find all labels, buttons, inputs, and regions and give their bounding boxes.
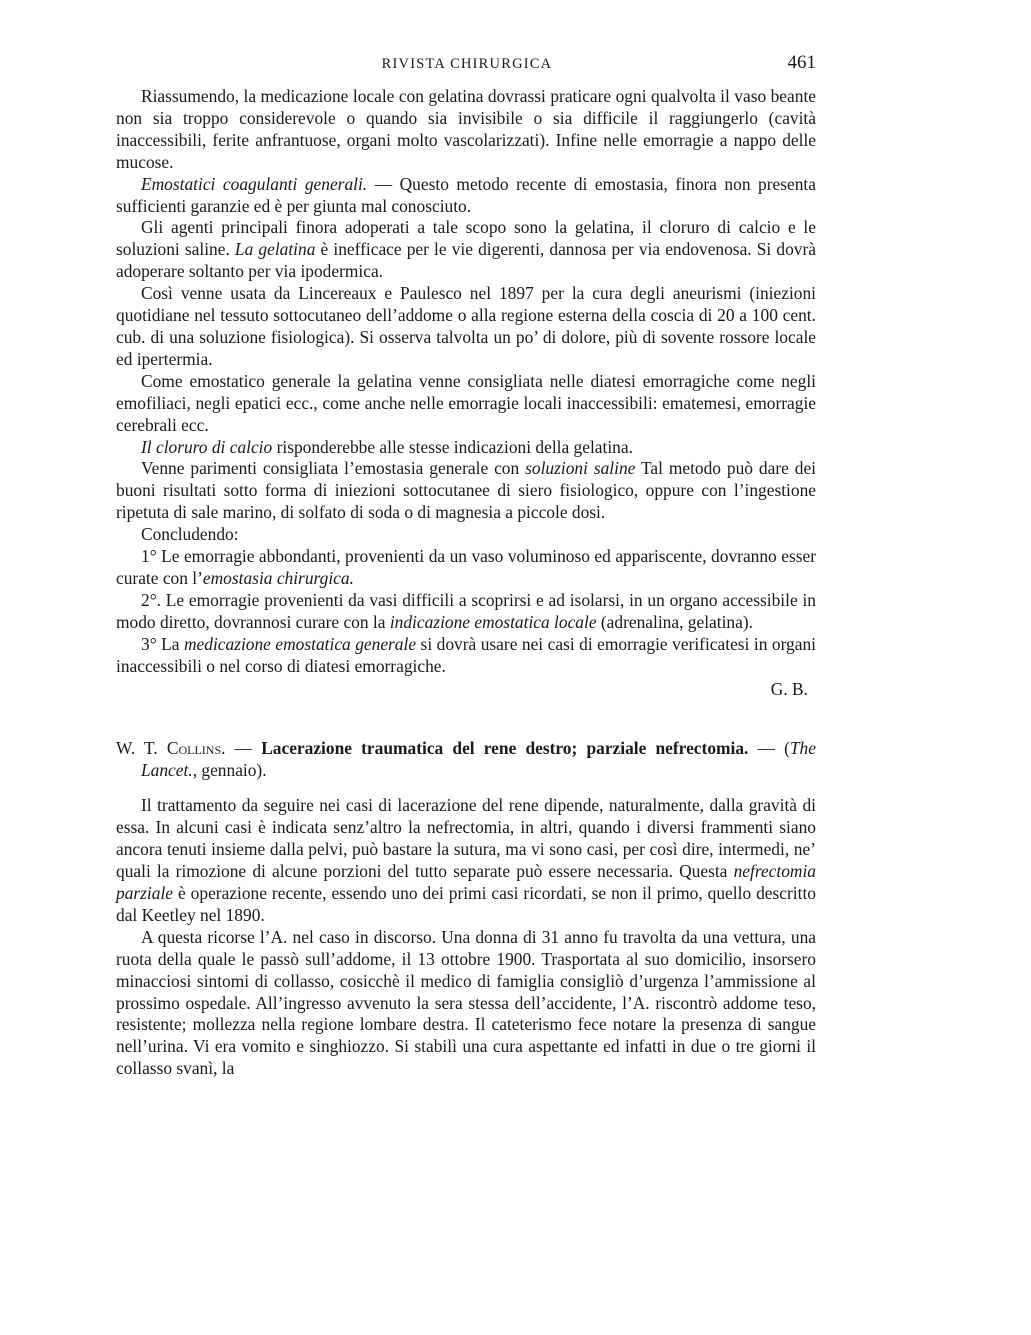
conclusion-item-1: [116, 546, 816, 590]
page-body: [116, 86, 816, 1080]
paragraph: Concludendo:: [141, 524, 239, 545]
paragraph-text: si dovrà usare nei casi di emorragie verificatesi in organi inaccessibili o nel corso di diatesi emorragiche.: [116, 633, 816, 676]
paragraph: Riassumendo, la medicazione locale con gelatina dovrassi praticare ogni qualvolta il vaso beante non sia troppo considerevole o quando sia invisibile o sia difficile il raggiungerlo (cavità inaccessibili, ferite anfrantuose, organi molto vascolarizzati). Infine nelle emorragie a nappo delle mucose.: [116, 86, 816, 172]
paragraph-text: Il trattamento da seguire nei casi di lacerazione del rene dipende, naturalmente, dalla gravità di essa. In alcuni casi è indicata senz’altro la nefrectomia, in altri, quando i diversi frammenti siano ancora tenuti insieme dalla pelvi, può bastare la sutura, ma vi sono casi, per così dire, intermedi, ne’ quali la rimozione di alcune porzioni del tutto separate può essere necessaria. Questa: [116, 795, 816, 882]
emphasis: nefrectomia parziale: [116, 861, 816, 903]
page-header: [118, 52, 816, 78]
emphasis: medicazione emostatica generale: [183, 633, 417, 654]
separator: — (: [748, 738, 790, 759]
section-heading: Emostatici coagulanti generali.: [141, 173, 368, 194]
journal-name: The Lancet.: [141, 738, 816, 781]
paragraph-text: Tal metodo può dare dei buoni risultati sotto forma di iniezioni sottocutanee di siero fisiologico, oppure con l’ingestione ripetuta di sale marino, di solfato di soda o di magnesia a piccole dosi.: [116, 458, 816, 523]
paragraph: Come emostatico generale la gelatina venne consigliata nelle diatesi emorragiche come negli emofiliaci, negli epatici ecc., come anche nelle emorragie locali inaccessibili: ematemesi, emorragie cerebrali ecc.: [116, 370, 816, 435]
paragraph-text: 2°. Le emorragie provenienti da vasi difficili a scoprirsi e ad isolarsi, in un organo accessibile in modo diretto, dovrannosi curare con la: [116, 589, 816, 632]
paragraph-text: è operazione recente, essendo uno dei primi casi ricordati, se non il primo, quello descritto dal Keetley nel 1890.: [116, 883, 816, 925]
article-title: Lacerazione traumatica del rene destro; parziale nefrectomia.: [261, 738, 749, 759]
emphasis: Il cloruro di calcio: [141, 436, 273, 457]
article-heading: [116, 737, 816, 781]
paragraph: [116, 458, 816, 524]
signature: G. B.: [770, 679, 808, 700]
paragraph-text: 3° La: [141, 633, 184, 654]
paragraph-text: è inefficace per le vie digerenti, dannosa per via endovenosa. Si dovrà adoperare soltanto per via ipodermica.: [116, 239, 816, 282]
page-number: 461: [787, 52, 816, 73]
paragraph-text: 1° Le emorragie abbondanti, provenienti da un vaso voluminoso ed appariscente, dovranno esser curate con l’: [116, 546, 816, 588]
journal-date: , gennaio).: [192, 760, 267, 781]
conclusion-item-3: [116, 634, 816, 678]
spacer: [116, 781, 816, 795]
paragraph-text: — Questo metodo recente di emostasia, finora non presenta sufficienti garanzie ed è per giunta mal conosciuto.: [116, 173, 816, 216]
paragraph-text: (adrenalina, gelatina).: [596, 611, 753, 632]
paragraph: [116, 174, 816, 218]
separator: —: [225, 738, 262, 759]
paragraph: [116, 217, 816, 283]
paragraph: [116, 437, 816, 459]
conclusion-item-2: [116, 590, 816, 634]
paragraph: [116, 795, 816, 926]
emphasis: La gelatina: [234, 239, 316, 260]
emphasis: indicazione emostatica locale: [389, 611, 597, 632]
paragraph-text: risponderebbe alle stesse indicazioni della gelatina.: [272, 436, 633, 457]
article-author: W. T. Collins.: [116, 738, 226, 759]
emphasis: emostasia chirurgica.: [202, 567, 354, 588]
paragraph-text: Gli agenti principali finora adoperati a tale scopo sono la gelatina, il cloruro di calcio e le soluzioni saline.: [116, 217, 816, 260]
paragraph-text: Venne parimenti consigliata l’emostasia generale con: [141, 458, 526, 479]
paragraph: Così venne usata da Lincereaux e Paulesco nel 1897 per la cura degli aneurismi (iniezioni quotidiane nel tessuto sottocutaneo dell’addome o alla regione esterna della coscia di 20 a 100 cent. cub. di una soluzione fisiologica). Si osserva talvolta un po’ di dolore, più di sovente rossore locale ed ipertermia.: [116, 283, 816, 369]
emphasis: soluzioni saline: [525, 458, 636, 479]
running-title: RIVISTA CHIRURGICA: [381, 56, 553, 72]
paragraph: A questa ricorse l’A. nel caso in discorso. Una donna di 31 anno fu travolta da una vettura, una ruota della quale le passò sull’addome, il 13 ottobre 1900. Trasportata al suo domicilio, insorsero minacciosi sintomi di collasso, cosicchè il medico di famiglia consigliò d’urgenza l’ammissione al prossimo ospedale. All’ingresso avvenuto la sera stessa dell’accidente, l’A. riscontrò addome teso, resistente; mollezza nella regione lombare destra. Il cateterismo fece notare la presenza di sangue nell’urina. Vi era vomito e singhiozzo. Si stabilì una cura aspettante ed infatti in due o tre giorni il collasso svanì, la: [116, 926, 816, 1079]
